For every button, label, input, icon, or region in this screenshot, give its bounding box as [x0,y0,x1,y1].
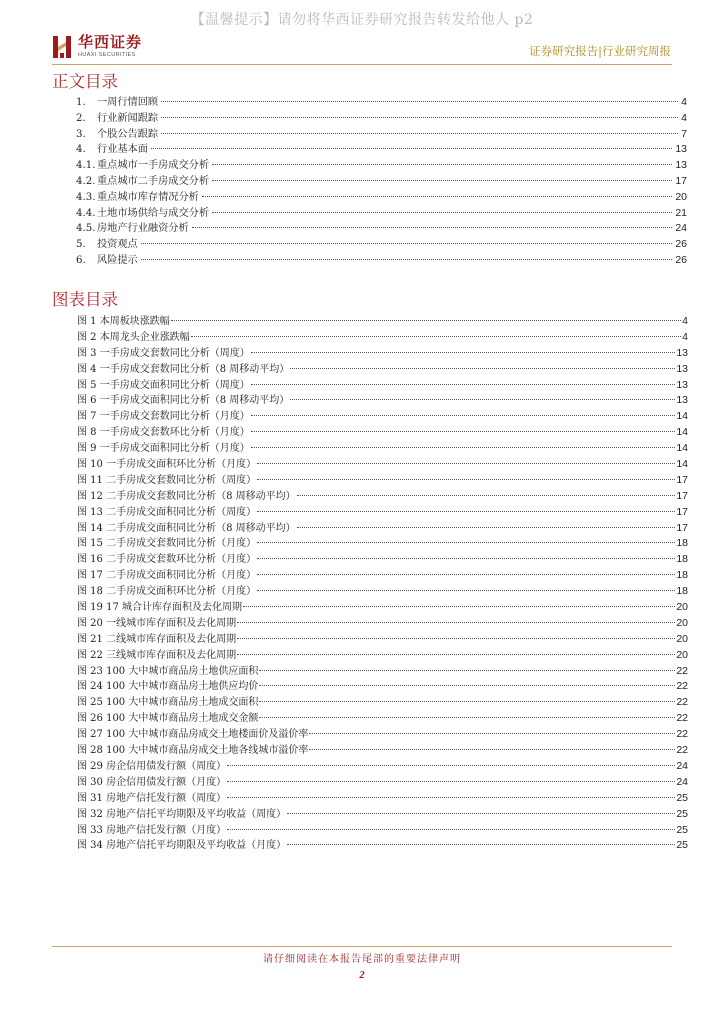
figure-entry[interactable] [77,536,688,552]
figure-entry[interactable] [77,441,688,457]
figure-entry-label: 图 33 房地产信托发行额（月度） [77,824,227,836]
dot-leader [257,463,675,464]
toc-entry-page: 21 [675,206,687,219]
dot-leader [141,259,673,260]
figure-entry[interactable] [77,393,688,409]
dot-leader [161,133,678,134]
dot-leader [257,590,675,591]
toc-entry-number: 2. [76,112,86,124]
dot-leader [141,243,673,244]
toc-entry-page: 4 [681,96,687,108]
page-number: 2 [359,970,365,981]
figure-entry-page: 22 [676,744,688,757]
toc-entry-number: 4. [76,144,86,156]
dot-leader [297,527,676,528]
toc-entry-label: 行业基本面 [97,144,148,156]
dot-leader [257,542,675,543]
figure-entry-label: 图 11 二手房成交套数同比分析（周度） [77,474,257,486]
legal-disclaimer: 请仔细阅读在本报告尾部的重要法律声明 [263,954,461,965]
figure-entry-label: 图 28 100 大中城市商品房成交土地各线城市溢价率 [77,745,309,757]
footer-divider [52,946,672,947]
figure-entry-page: 22 [676,712,688,725]
figure-entry[interactable] [77,346,688,362]
toc-entry-page: 13 [675,159,687,172]
figure-entry-page: 13 [676,346,688,359]
figure-entry[interactable] [77,425,688,441]
figure-entry[interactable] [77,727,688,743]
figure-entry-label: 图 14 二手房成交面积同比分析（8 周移动平均） [77,522,296,534]
toc-entry-number: 6. [76,254,86,266]
figures-title: 图表目录 [52,290,118,309]
figure-entry-page: 18 [676,569,688,582]
logo-english-name: HUAXI SECURITIES [78,52,136,59]
figure-entry-label: 图 24 100 大中城市商品房土地供应均价 [77,681,259,693]
dot-leader [287,813,675,814]
dot-leader [212,164,672,165]
figure-entry-page: 18 [676,553,688,566]
dot-leader [257,479,675,480]
toc-entry-page: 26 [675,238,687,251]
dot-leader [212,212,672,213]
toc-entry-number: 4.4. [76,207,96,219]
figure-entry-page: 4 [682,315,688,327]
figure-entry-page: 20 [676,601,688,614]
dot-leader [259,685,675,686]
figure-entry-label: 图 26 100 大中城市商品房土地成交金额 [77,713,259,725]
figure-entry-page: 13 [676,362,688,375]
figure-entry-label: 图 17 二手房成交面积同比分析（月度） [77,570,257,582]
toc-entry-number: 4.3. [76,191,96,203]
figure-entry-page: 18 [676,585,688,598]
toc-entry-page: 20 [675,190,687,203]
dot-leader [237,622,675,623]
toc-entry-page: 24 [675,222,687,235]
figure-entry[interactable] [77,664,688,680]
toc-entry-label: 重点城市二手房成交分析 [97,175,210,187]
figure-entry-label: 图 12 二手房成交套数同比分析（8 周移动平均） [77,490,296,502]
dot-leader [202,196,672,197]
report-type-label: 证券研究报告|行业研究周报 [529,44,671,58]
figure-entry-page: 14 [676,458,688,471]
dot-leader [257,558,675,559]
figure-entry[interactable] [77,362,688,378]
dot-leader [257,511,675,512]
dot-leader [259,670,675,671]
dot-leader [287,844,675,845]
dot-leader [251,415,676,416]
toc-entry-page: 17 [675,174,687,187]
figure-entry[interactable] [77,711,688,727]
figure-entry-label: 图 30 房企信用债发行额（月度） [77,776,227,788]
dot-leader [161,117,678,118]
figure-entry-page: 17 [676,473,688,486]
figure-entry-page: 13 [676,394,688,407]
figure-entry[interactable] [77,695,688,711]
figure-entry[interactable] [77,679,688,695]
figure-entry[interactable] [77,409,688,425]
figure-entry-page: 24 [676,775,688,788]
toc-entry-page: 13 [675,143,687,156]
dot-leader [290,399,675,400]
dot-leader [161,101,678,102]
toc-entry[interactable] [76,190,687,206]
dot-leader [251,384,676,385]
figure-entry[interactable] [77,838,688,854]
figure-entry-label: 图 29 房企信用债发行额（周度） [77,760,227,772]
dot-leader [171,320,681,321]
figure-entry-label: 图 25 100 大中城市商品房土地成交面积 [77,697,259,709]
toc-entry-number: 5. [76,239,86,251]
figure-entry-label: 图 9 一手房成交面积同比分析（月度） [77,443,250,455]
toc-entry-page: 7 [681,127,687,140]
toc-entry[interactable] [76,127,687,143]
toc-entry-label: 行业新闻跟踪 [97,112,159,124]
dot-leader [151,148,672,149]
figure-entry-page: 25 [676,823,688,836]
figure-list [77,314,688,854]
toc-entry-label: 重点城市库存情况分析 [97,191,199,203]
dot-leader [259,701,675,702]
toc-entry-label: 土地市场供给与成交分析 [97,207,210,219]
figure-entry[interactable] [77,314,688,330]
figure-entry[interactable] [77,552,688,568]
figure-entry-page: 17 [676,521,688,534]
dot-leader [251,447,676,448]
figure-entry[interactable] [77,791,688,807]
toc-list [76,95,687,269]
dot-leader [251,431,676,432]
figure-entry-page: 14 [676,410,688,423]
toc-entry[interactable] [76,174,687,190]
figure-entry-label: 图 4 一手房成交套数同比分析（8 周移动平均） [77,363,290,375]
figure-entry[interactable] [77,568,688,584]
figure-entry-label: 图 22 三线城市库存面积及去化周期 [77,649,237,661]
dot-leader [257,574,675,575]
toc-entry[interactable] [76,206,687,222]
figure-entry-page: 17 [676,489,688,502]
figure-entry-label: 图 21 二线城市库存面积及去化周期 [77,633,237,645]
figure-entry-page: 22 [676,680,688,693]
huaxi-logo-icon [52,33,74,61]
toc-entry[interactable] [76,158,687,174]
toc-entry-number: 4.2. [76,175,96,187]
toc-entry-number: 4.1. [76,160,96,172]
figure-entry-page: 4 [682,330,688,343]
figure-entry[interactable] [77,457,688,473]
toc-entry-label: 重点城市一手房成交分析 [97,160,210,172]
toc-entry-page: 4 [681,111,687,124]
dot-leader [259,717,675,718]
toc-entry[interactable] [76,237,687,253]
figure-entry-label: 图 7 一手房成交套数同比分析（月度） [77,411,250,423]
figure-entry[interactable] [77,775,688,791]
figure-entry-label: 图 18 二手房成交面积环比分析（月度） [77,586,257,598]
figure-entry-page: 25 [676,807,688,820]
toc-entry[interactable] [76,111,687,127]
company-logo [52,32,142,62]
dot-leader [191,336,681,337]
figure-entry[interactable] [77,759,688,775]
figure-entry-page: 25 [676,791,688,804]
figure-entry-label: 图 23 100 大中城市商品房土地供应面积 [77,665,259,677]
dot-leader [227,829,675,830]
figure-entry-label: 图 3 一手房成交套数同比分析（周度） [77,347,250,359]
figure-entry-label: 图 1 本周板块涨跌幅 [77,316,170,327]
toc-entry[interactable] [76,95,687,111]
figure-entry-page: 20 [676,648,688,661]
dot-leader [309,749,675,750]
figure-entry[interactable] [77,743,688,759]
toc-entry[interactable] [76,221,687,237]
dot-leader [251,352,676,353]
dot-leader [237,654,675,655]
toc-entry-number: 4.5. [76,223,96,235]
toc-entry-label: 一周行情回顾 [97,97,159,108]
dot-leader [212,180,672,181]
figure-entry-page: 14 [676,426,688,439]
figure-entry[interactable] [77,823,688,839]
figure-entry-label: 图 27 100 大中城市商品房成交土地楼面价及溢价率 [77,729,309,741]
figure-entry[interactable] [77,807,688,823]
dot-leader [290,368,675,369]
toc-entry[interactable] [76,253,687,269]
watermark-notice: 【温馨提示】请勿将华西证券研究报告转发给他人 p2 [190,12,534,28]
figure-entry-label: 图 15 二手房成交套数同比分析（月度） [77,538,257,550]
figure-entry-label: 图 2 本周龙头企业涨跌幅 [77,331,190,343]
figure-entry[interactable] [77,616,688,632]
toc-entry-label: 风险提示 [97,254,138,266]
dot-leader [227,781,675,782]
figure-entry-page: 22 [676,696,688,709]
figure-entry[interactable] [77,600,688,616]
dot-leader [227,765,675,766]
dot-leader [309,733,675,734]
figure-entry[interactable] [77,330,688,346]
toc-entry-number: 1. [76,97,86,108]
figure-entry-label: 图 10 一手房成交面积环比分析（月度） [77,459,257,471]
logo-chinese-name: 华西证券 [78,33,143,52]
figure-entry-page: 18 [676,537,688,550]
figure-entry-page: 14 [676,442,688,455]
figure-entry[interactable] [77,489,688,505]
figure-entry-page: 22 [676,728,688,741]
figure-entry-label: 图 32 房地产信托平均期限及平均收益（周度） [77,808,287,820]
figure-entry-page: 20 [676,616,688,629]
figure-entry-label: 图 6 一手房成交面积同比分析（8 周移动平均） [77,395,290,407]
figure-entry[interactable] [77,505,688,521]
figure-entry-label: 图 31 房地产信托发行额（周度） [77,792,227,804]
figure-entry-page: 25 [676,839,688,852]
figure-entry[interactable] [77,473,688,489]
header-divider [52,64,672,65]
dot-leader [227,797,675,798]
toc-entry-label: 房地产行业融资分析 [97,223,189,235]
figure-entry[interactable] [77,378,688,394]
dot-leader [192,227,673,228]
figure-entry-label: 图 8 一手房成交套数环比分析（月度） [77,427,250,439]
dot-leader [297,495,676,496]
figure-entry-page: 20 [676,632,688,645]
toc-entry-page: 26 [675,253,687,266]
figure-entry-label: 图 5 一手房成交面积同比分析（周度） [77,379,250,391]
dot-leader [237,638,675,639]
figure-entry-page: 17 [676,505,688,518]
toc-entry-label: 投资观点 [97,239,138,251]
figure-entry-label: 图 19 17 城合计库存面积及去化周期 [77,602,242,614]
figure-entry-label: 图 34 房地产信托平均期限及平均收益（月度） [77,840,287,852]
figure-entry-label: 图 20 一线城市库存面积及去化周期 [77,617,237,629]
figure-entry[interactable] [77,584,688,600]
toc-title: 正文目录 [52,72,118,91]
dot-leader [243,606,675,607]
figure-entry-label: 图 13 二手房成交面积同比分析（周度） [77,506,257,518]
figure-entry-page: 13 [676,378,688,391]
figure-entry[interactable] [77,521,688,537]
toc-entry-number: 3. [76,128,86,140]
toc-entry-label: 个股公告跟踪 [97,128,159,140]
toc-entry[interactable] [76,142,687,158]
figure-entry[interactable] [77,648,688,664]
figure-entry[interactable] [77,632,688,648]
figure-entry-page: 24 [676,759,688,772]
figure-entry-label: 图 16 二手房成交套数环比分析（月度） [77,554,257,566]
figure-entry-page: 22 [676,664,688,677]
